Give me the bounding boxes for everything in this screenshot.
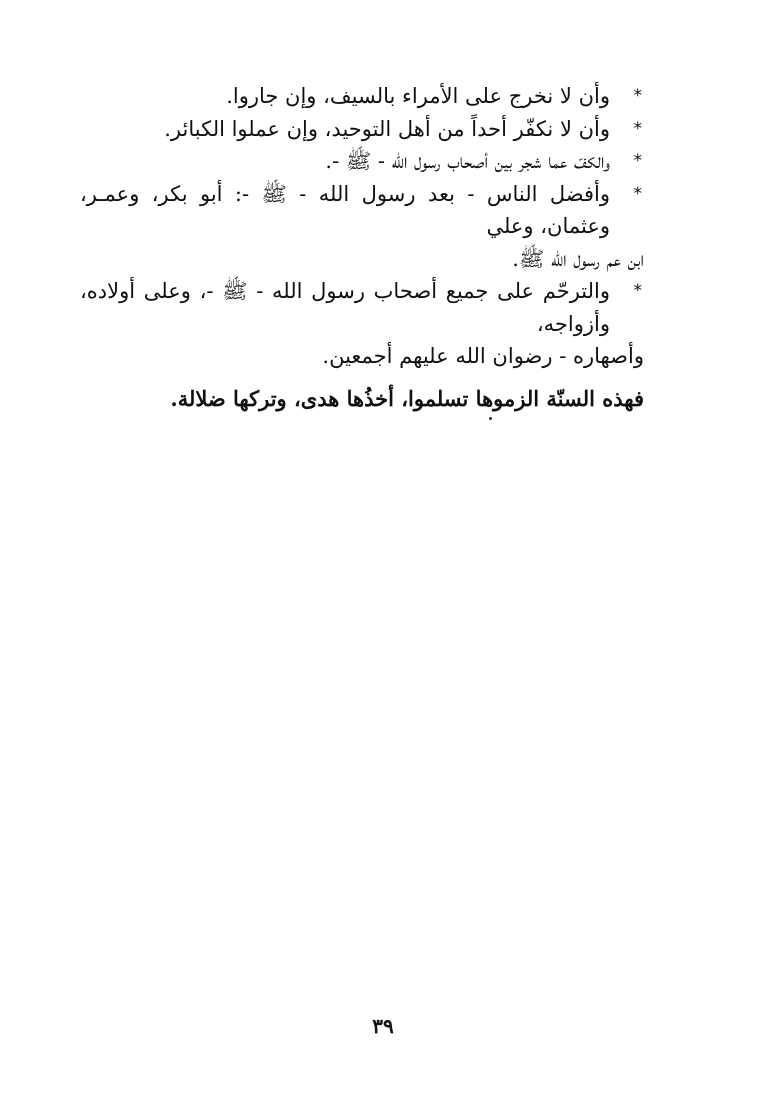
list-item-continuation: ابن عم رسول الله ﷺ. <box>512 246 644 271</box>
list-item <box>80 275 644 373</box>
list-item-continuation: وأصهاره - رضوان الله عليهم أجمعين. <box>322 344 644 368</box>
list-item-text: وأن لا نخرج على الأمراء بالسيف، وإن جاروا. <box>226 84 610 108</box>
list-item <box>80 178 644 276</box>
bullet-icon: * <box>633 281 642 301</box>
list-item-text: وأن لا نكفّر أحداً من أهل التوحيد، وإن عملوا الكبائر. <box>164 116 610 141</box>
scan-speck <box>489 417 492 420</box>
list-item <box>80 80 644 113</box>
bullet-icon: * <box>633 86 642 106</box>
text-block <box>80 80 644 415</box>
list-item-text: والترحّم على جميع أصحاب رسول الله - ﷺ -، وعلى أولاده، وأزواجه، <box>80 279 610 336</box>
bullet-icon: * <box>633 183 642 204</box>
list-item-text: وأفضل الناس - بعد رسول الله - ﷺ -: أبو بكر، وعمـر، وعثمان، وعلي <box>80 181 610 238</box>
list-item <box>80 145 644 178</box>
bullet-icon: * <box>633 118 642 139</box>
page-number: ٣٩ <box>372 1014 394 1038</box>
list-item <box>80 113 644 146</box>
bullet-icon: * <box>633 151 642 171</box>
conclusion-text: فهذه السنّة الزموها تسلموا، أخذُها هدى، وتركها ضلالة. <box>170 385 644 411</box>
list-item-text: والكفّ عما شجر بين أصحاب رسول الله - ﷺ -. <box>325 149 610 173</box>
